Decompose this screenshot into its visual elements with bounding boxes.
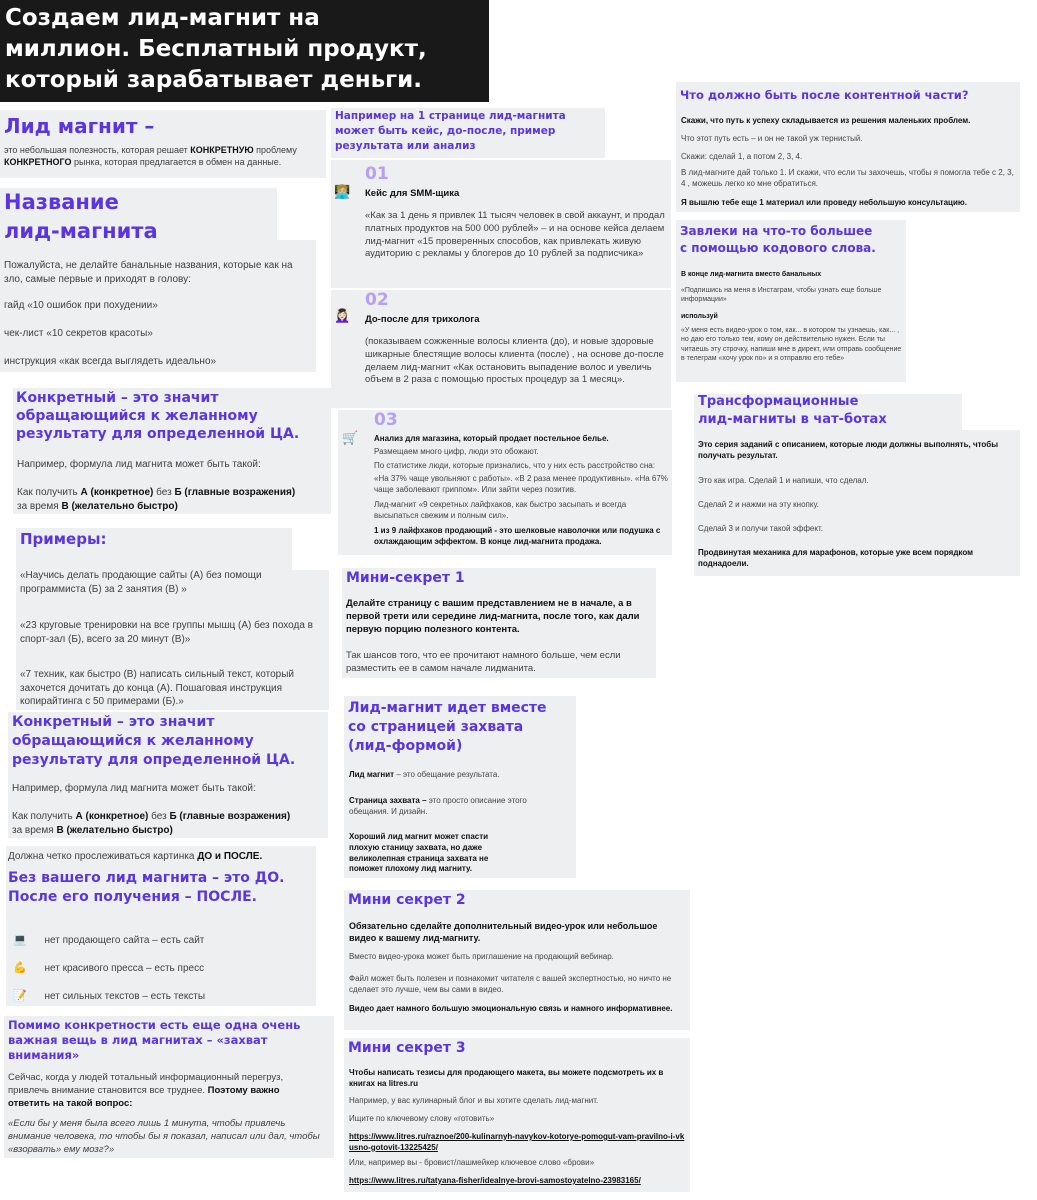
text: это просто описание этого обещания. И дизайн. <box>349 796 527 816</box>
laptop-icon: 💻 <box>13 934 27 946</box>
mini-secret-bold: Делайте страницу с вашим представлением не в начале, а в первой трети или середине лид-магнита, после того, как дали первую порцию полезного контента. <box>346 598 640 635</box>
first-page-title-card <box>331 108 605 158</box>
hooks-title: Завлеки на что-то большее <box>680 224 873 238</box>
examples-title: Примеры: <box>20 530 107 548</box>
text: Лид магнит <box>349 770 395 779</box>
formula-intro: Например, формула лид магнита может быть такой: <box>17 459 261 470</box>
text: А (конкретное) <box>75 811 149 822</box>
formula-intro: Например, формула лид магнита может быть такой: <box>12 783 256 794</box>
first-page-title: результата или анализ <box>335 140 476 152</box>
before-after-card <box>6 846 316 1006</box>
lead-magnet-title: Лид магнит – <box>4 114 155 138</box>
attention-quote: «Если бы у меня была всего лишь 1 минута, чтобы привлечь внимание человека, то чтобы бы я показал, написал или дал, чтобы «взорвать» ему мозг?» <box>8 1118 320 1155</box>
text: рынка, которая предлагается в обмен на данные. <box>71 157 282 168</box>
first-page-title: Например на 1 странице лид-магнита <box>335 110 566 122</box>
text: за время <box>17 500 62 512</box>
naming-title: лид-магнита <box>4 219 158 243</box>
chatbots-title: лид-магниты в чат-ботах <box>698 412 887 427</box>
hair-treatment-icon: 💆🏻‍♀️ <box>334 308 351 323</box>
text: это небольшая полезность, которая решает <box>4 145 191 155</box>
mini-secret-title: Мини секрет 2 <box>348 892 466 908</box>
case-text: По статистике люди, которые признались, что у них есть расстройство сна: <box>374 461 655 470</box>
text: КОНКРЕТНОГО <box>4 157 72 168</box>
attention-title: внимания» <box>8 1048 80 1062</box>
case-text: 1 из 9 лайфхаков продающий - это шелковые наволочки или подушка с охлаждающим эффектом. В конце лид-магнита продажа. <box>374 526 661 546</box>
mini-secret-text: Файл может быть полезен и познакомит читателя с вашей экспертностью, но ничто не сделает это лучше, чем вы сами в видео. <box>349 974 672 994</box>
before-after-row <box>12 986 205 1004</box>
hooks-text: «Подпишись на меня в Инстаграм, чтобы узнать еще больше информации» <box>681 287 882 304</box>
case-card <box>338 410 672 555</box>
text: проблему <box>253 145 297 155</box>
concrete-title: результату для определенной ЦА. <box>12 752 296 768</box>
case-text: Лид-магнит «9 секретных лайфхаков, как быстро засыпать и всегда высыпаться свежим и полным сил». <box>374 500 627 520</box>
first-page-title: может быть кейс, до-после, пример <box>335 125 556 137</box>
case-text: Размещаем много цифр, люди это обожают. <box>374 447 539 456</box>
chatbots-bold: Продвинутая механика для марафонов, которые уже всем порядком поднадоели. <box>698 548 974 568</box>
text: Б (главные возражения) <box>169 811 291 822</box>
text: ДО и ПОСЛЕ. <box>197 851 263 862</box>
row-text: нет продающего сайта – есть сайт <box>44 935 205 946</box>
hooks-title: с помощью кодового слова. <box>680 241 876 255</box>
mini-secret-text: Так шансов того, что ее прочитают намного больше, чем если разместить ее в самом начале лидманита. <box>346 650 621 674</box>
row-text: нет красивого пресса – есть пресс <box>44 963 205 974</box>
case-title: До-после для трихолога <box>365 314 480 325</box>
row-text: нет сильных текстов – есть тексты <box>44 991 206 1002</box>
lead-magnet-card <box>0 110 326 178</box>
capture-title: Лид-магнит идет вместе <box>348 700 547 716</box>
after-content-bold: Скажи, что путь к успеху складывается из решения маленьких проблем. <box>681 116 971 125</box>
text: Должна четко прослеживаться картинка <box>8 851 198 862</box>
before-after-title: После его получения – ПОСЛЕ. <box>8 889 257 905</box>
litres-link[interactable]: https://www.litres.ru/raznoe/200-kulinarnyh-navykov-kotorye-pomogut-vam-pravilno-i-vkusno-gotovit-13225425/ <box>349 1132 685 1152</box>
mini-secret-title: Мини-секрет 1 <box>346 570 465 586</box>
attention-card <box>4 1016 334 1158</box>
mini-secret-text: Вместо видео-урока может быть приглашение на продающий вебинар. <box>349 952 614 961</box>
banner-line: который зарабатывает деньги. <box>5 67 422 93</box>
banner-line: миллион. Бесплатный продукт, <box>5 36 427 62</box>
case-title: Кейс для SMM-щика <box>365 188 460 199</box>
chatbots-bold: Это серия заданий с описанием, которые люди должны выполнять, чтобы получать результат. <box>698 440 999 460</box>
text: без <box>153 487 175 498</box>
attention-text <box>8 1072 308 1110</box>
case-card <box>331 160 671 288</box>
text: Сейчас, когда у людей тотальный информационный перегруз, привлечь внимание становится все труднее. <box>8 1072 284 1096</box>
example-item: «23 круговые тренировки на все группы мышц (А) без похода в спорт-зал (Б), всего за 20 минут (В)» <box>20 620 313 645</box>
naming-intro: Пожалуйста, не делайте банальные названия, которые как на зло, самые первые и приходят в голову: <box>4 260 293 285</box>
capture-title: со страницей захвата <box>348 719 524 735</box>
lead-magnet-definition <box>4 144 322 168</box>
concrete-title: Конкретный – это значит <box>16 390 219 406</box>
before-after-row <box>12 958 204 976</box>
mini-secret-text: Или, например вы - бровист/лашмейкер ключевое слово «брови» <box>349 1158 595 1167</box>
formula-line <box>12 810 324 837</box>
mini-secret-bold: Чтобы написать тезисы для продающего макета, вы можете подсмотреть их в книгах на litres.ru <box>349 1068 664 1088</box>
capture-text-bold: Хороший лид магнит может спасти плохую станицу захвата, но даже великолепная страница захвата не поможет плохому лид магниту. <box>349 832 489 874</box>
text: Поэтому важно ответить на такой вопрос: <box>8 1084 280 1109</box>
text: Страница захвата – <box>349 796 427 805</box>
hooks-bold: В конце лид-магнита вместо банальных <box>681 271 822 278</box>
case-number: 01 <box>365 164 389 184</box>
text: А (конкретное) <box>80 487 154 498</box>
capture-text <box>349 796 545 818</box>
mini-secret-bold: Видео дает намного большую эмоциональную связь и намного информативнее. <box>349 1004 673 1013</box>
case-number: 02 <box>365 290 389 310</box>
example-item: «7 техник, как быстро (В) написать сильный текст, который захочется дочитать до конца (А). Пошаговая инструкция копирайтинга с 50 примерами (Б).» <box>20 669 295 707</box>
text: Б (главные возражения) <box>174 487 296 498</box>
mini-secret-bold: Обязательно сделайте дополнительный видео-урок или небольшое видео к вашему лид-магниту. <box>349 921 658 944</box>
mini-secret-card <box>342 568 656 678</box>
concrete-card <box>13 388 331 514</box>
after-content-bold: Я вышлю тебе еще 1 материал или проведу небольшую консультацию. <box>681 198 967 207</box>
cart-icon: 🛒 <box>342 430 359 445</box>
mini-secret-card <box>344 1038 690 1192</box>
after-content-text: Что этот путь есть – и он не такой уж тернистый. <box>681 134 863 143</box>
example-item: «Научись делать продающие сайты (А) без помощи программиста (Б) за 2 занятия (В) » <box>20 570 262 595</box>
before-after-row <box>12 930 204 948</box>
case-card <box>331 290 671 408</box>
case-text: «На 37% чаще увольняют с работы». «В 2 раза менее продуктивны». «На 67% чаще заболевают гриппом». Или зайти через позитив. <box>374 474 668 494</box>
chatbots-text: Сделай 3 и получи такой эффект. <box>698 524 823 533</box>
attention-title: важная вещь в лид магнитах – «захват <box>8 1033 268 1047</box>
case-number: 03 <box>374 410 398 430</box>
after-content-title: Что должно быть после контентной части? <box>680 88 969 102</box>
text: КОНКРЕТНУЮ <box>190 145 254 155</box>
memo-icon: 📝 <box>13 990 27 1002</box>
chatbots-text: Сделай 2 и нажми на эту кнопку. <box>698 500 819 509</box>
text: В (желательно быстро) <box>61 500 178 512</box>
naming-title: Название <box>4 190 119 214</box>
text: – это обещание результата. <box>394 770 500 779</box>
before-after-title: Без вашего лид магнита – это ДО. <box>8 870 285 886</box>
formula-line <box>17 486 327 513</box>
developer-icon: 👩🏼‍💻 <box>334 184 351 199</box>
mini-secret-text: Например, у вас кулинарный блог и вы хотите сделать лид-магнит. <box>349 1096 599 1105</box>
before-after-lead <box>8 850 262 864</box>
concrete-title: обращающийся к желанному <box>16 408 258 424</box>
concrete-title: обращающийся к желанному <box>12 733 254 749</box>
text: Как получить <box>12 811 76 822</box>
after-content-card <box>676 82 1020 212</box>
mini-secret-title: Мини секрет 3 <box>348 1040 466 1056</box>
capture-title: (лид-формой) <box>348 738 463 754</box>
after-content-text: В лид-магните дай только 1. И скажи, что если ты захочешь, чтобы я помогла тебе с 2, 3, 4 , можешь легко ко мне обратиться. <box>681 168 1014 188</box>
hooks-text: «У меня есть видео-урок о том, как... в котором ты узнаешь, как... , но даю его только тем, кому он действительно нужен. Если ты читаешь эту строчку, напиши мне в директ, или отправь сообщение в телеграм «хочу урок по» и я отправлю его тебе» <box>681 327 902 363</box>
chatbots-title: Трансформационные <box>698 394 859 409</box>
concrete-card <box>8 712 328 838</box>
text: без <box>148 811 170 822</box>
naming-item: гайд «10 ошибок при похудении» <box>4 300 158 311</box>
case-title: Анализ для магазина, который продает постельное белье. <box>374 434 609 443</box>
hooks-card <box>676 220 906 382</box>
mini-secret-text: Ищите по ключевому слову «готовить» <box>349 1114 495 1123</box>
concrete-title: Конкретный – это значит <box>12 714 215 730</box>
capture-page-card <box>344 696 576 878</box>
case-text: «Как за 1 день я привлек 11 тысяч человек в свой аккаунт, и продал платных продуктов на 500 000 рублей» – и на основе кейса делаем лид-магнит «15 проверенных способов, как привлекать живую аудиторию с рекламы у блогеров до 10 рублей за подписчика» <box>365 210 665 260</box>
capture-text <box>349 770 571 781</box>
hooks-bold: используй <box>681 313 718 320</box>
naming-item: чек-лист «10 секретов красоты» <box>4 328 153 339</box>
title-banner <box>0 0 489 102</box>
concrete-title: результату для определенной ЦА. <box>16 426 300 442</box>
muscle-icon: 💪 <box>13 962 27 974</box>
naming-item: инструкция «как всегда выглядеть идеально» <box>4 356 217 367</box>
text: Как получить <box>17 487 81 498</box>
banner-line: Создаем лид-магнит на <box>5 5 320 31</box>
text: за время <box>12 824 57 836</box>
attention-title: Помимо конкретности есть еще одна очень <box>8 1018 301 1032</box>
after-content-text: Скажи: сделай 1, а потом 2, 3, 4. <box>681 152 803 161</box>
litres-link[interactable]: https://www.litres.ru/tatyana-fisher/idealnye-brovi-samostoyatelno-23983165/ <box>349 1176 641 1185</box>
text: В (желательно быстро) <box>56 824 173 836</box>
case-text: (показываем сожженные волосы клиента (до), и новые здоровые шикарные блестящие волосы клиента (после) , на основе до-после делаем лид-магнит «Как остановить выпадение волос и увеличь объем в 2 раза с помощью простых процедур за 1 месяц». <box>365 336 664 386</box>
chatbots-text: Это как игра. Сделай 1 и напиши, что сделал. <box>698 476 869 485</box>
mini-secret-card <box>344 890 690 1030</box>
